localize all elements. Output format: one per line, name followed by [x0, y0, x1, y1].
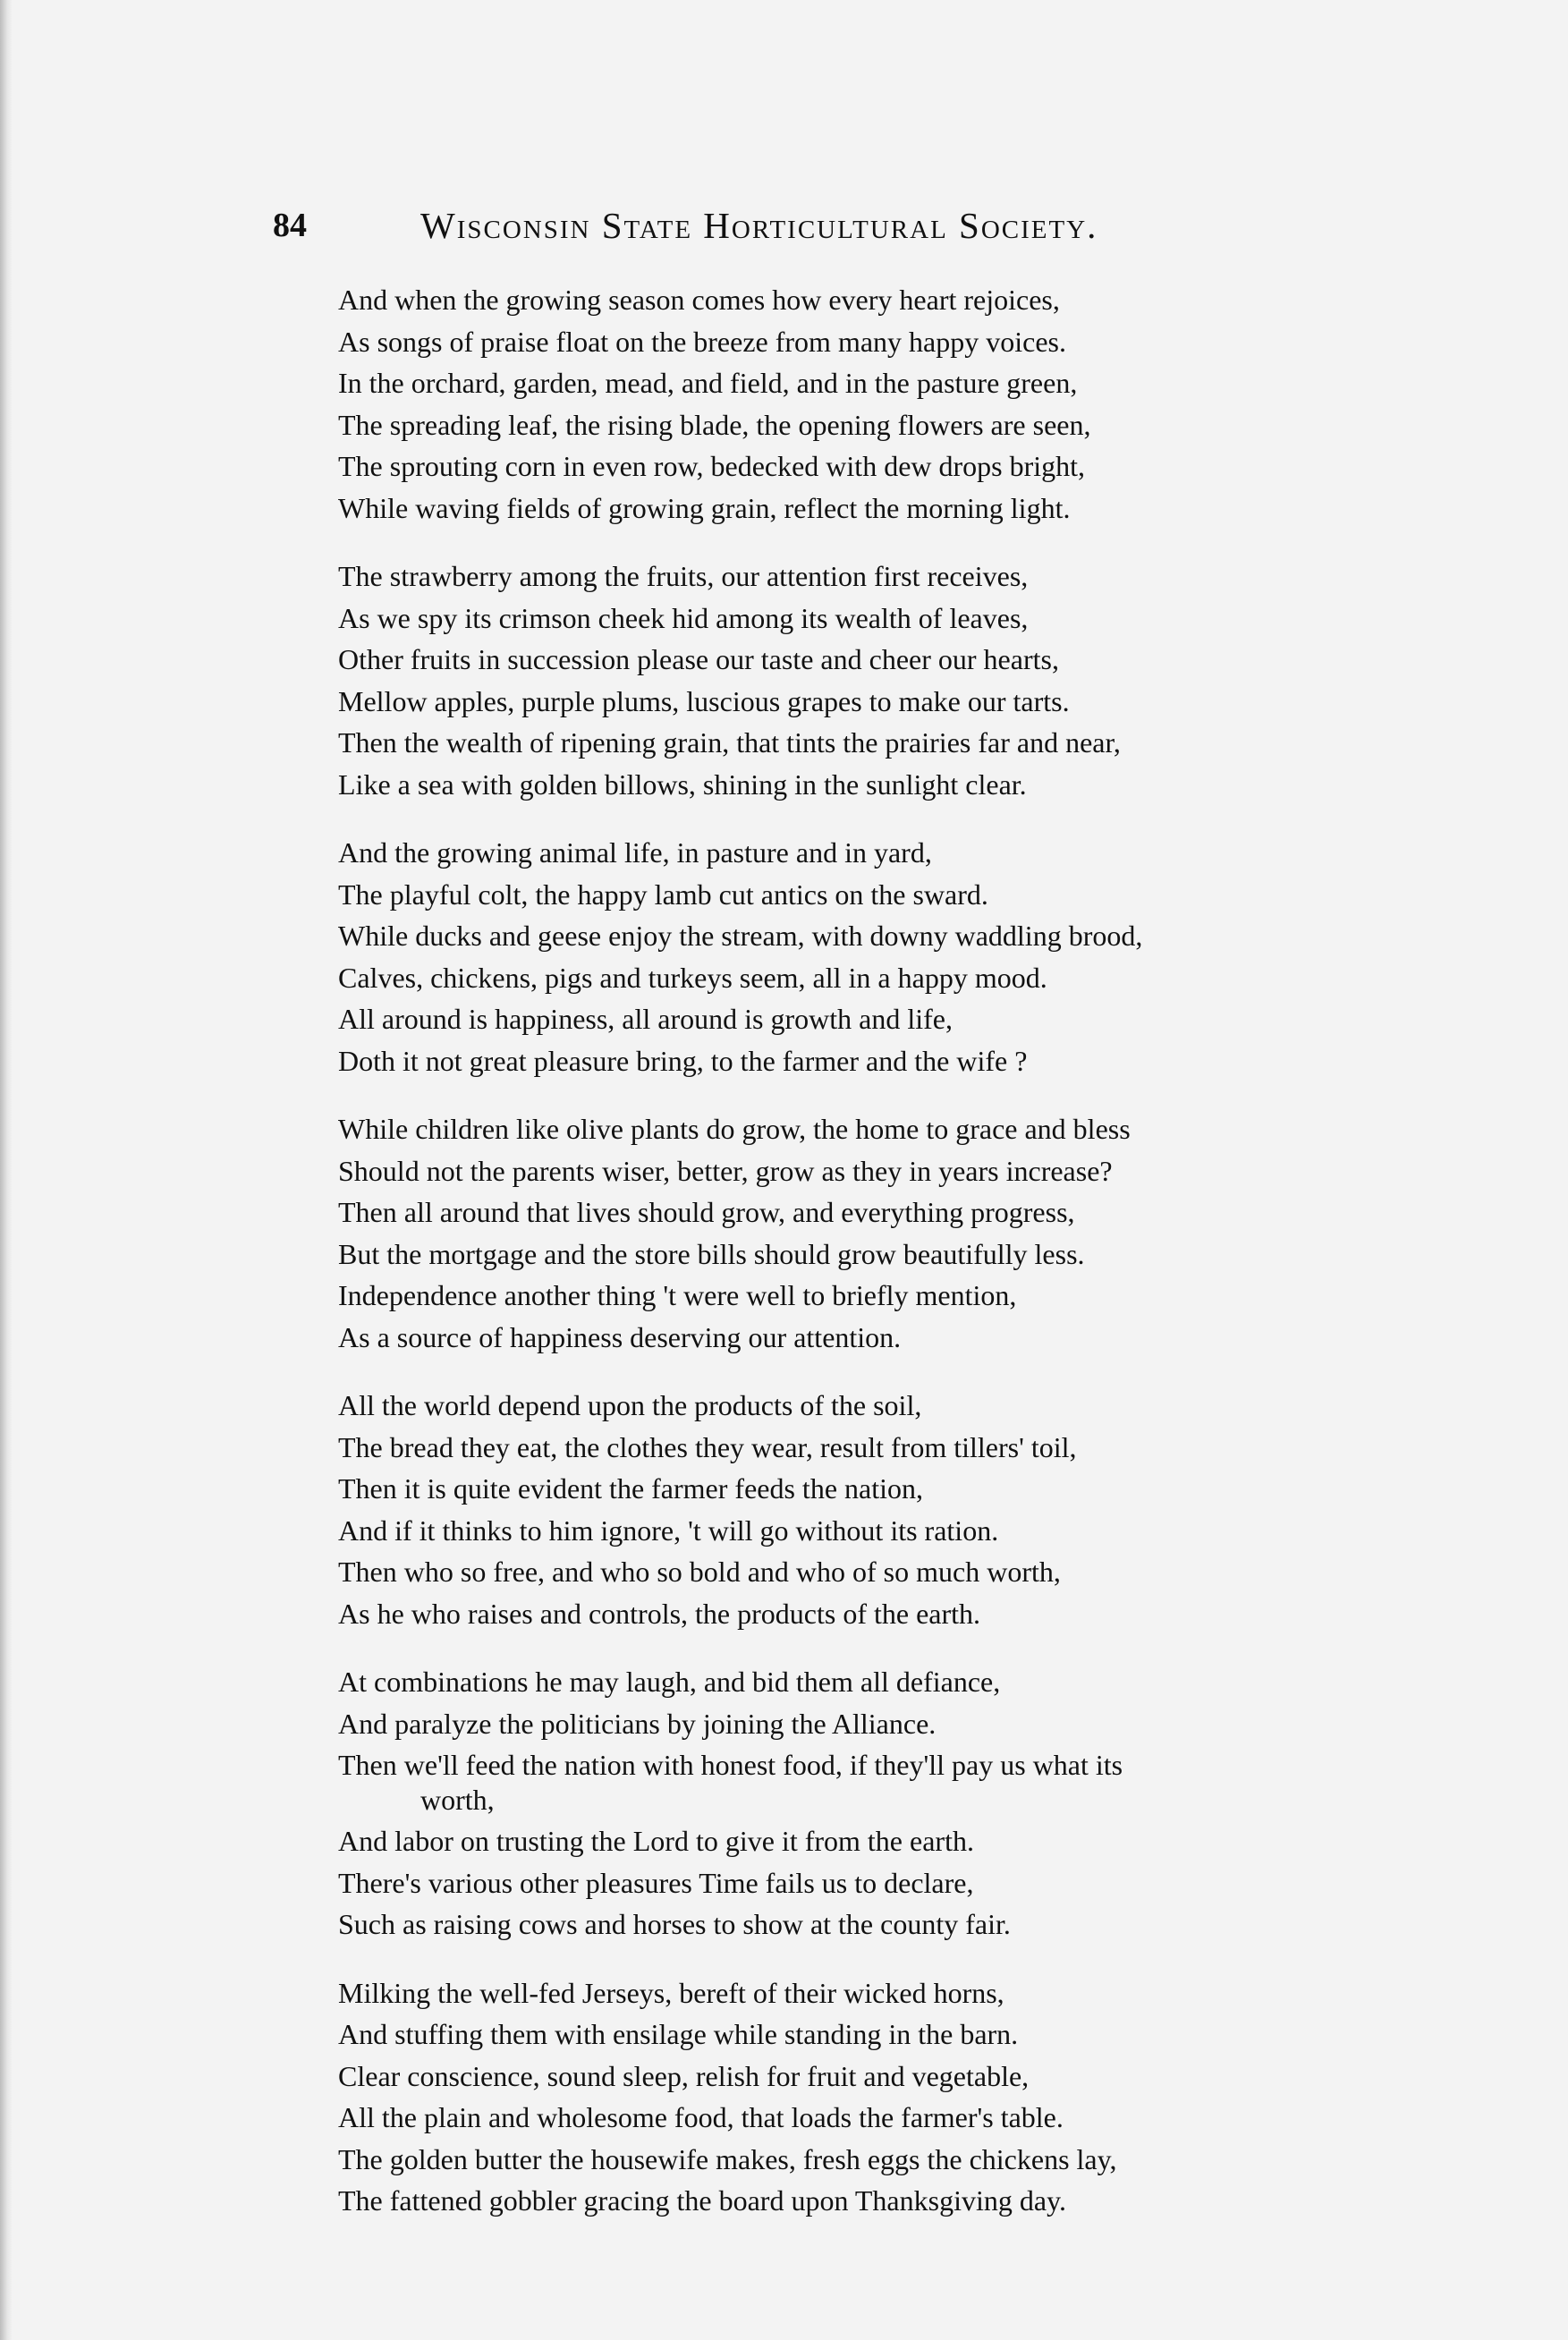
- poem-line: There's various other pleasures Time fails us to declare,: [338, 1866, 974, 1899]
- poem-line: And when the growing season comes how every heart rejoices,: [338, 284, 1060, 316]
- poem-line: All the world depend upon the products of the soil,: [338, 1389, 922, 1421]
- poem-line: Then we'll feed the nation with honest food, if they'll pay us what its: [338, 1749, 1123, 1781]
- poem-line: And stuffing them with ensilage while standing in the barn.: [338, 2018, 1019, 2050]
- poem-line: Clear conscience, sound sleep, relish for fruit and vegetable,: [338, 2059, 1030, 2092]
- poem-line: And if it thinks to him ignore, 't will go without its ration.: [338, 1513, 999, 1547]
- poem-line: While children like olive plants do grow, the home to grace and bless: [338, 1113, 1131, 1145]
- poem-line: But the mortgage and the store bills should grow beautifully less.: [338, 1237, 1085, 1270]
- poem-line: While ducks and geese enjoy the stream, with downy waddling brood,: [338, 920, 1143, 952]
- stanza-7: [338, 1972, 1438, 2222]
- poem-line: Should not the parents wiser, better, grow as they in years increase?: [338, 1154, 1113, 1187]
- poem-line: All around is happiness, all around is growth and life,: [338, 1003, 953, 1035]
- poem-line: Then who so free, and who so bold and who of so much worth,: [338, 1556, 1061, 1588]
- poem-line: The strawberry among the fruits, our attention first receives,: [338, 560, 1029, 592]
- poem-line: And labor on trusting the Lord to give it from the earth.: [338, 1825, 974, 1857]
- poem-line: The sprouting corn in even row, bedecked with dew drops bright,: [338, 450, 1086, 482]
- stanza-1: [338, 279, 1438, 529]
- poem-line: As we spy its crimson cheek hid among its wealth of leaves,: [338, 601, 1029, 634]
- poem-line: Doth it not great pleasure bring, to the farmer and the wife ?: [338, 1044, 1028, 1077]
- poem-line: Milking the well-fed Jerseys, bereft of their wicked horns,: [338, 1976, 1004, 2009]
- poem-line: The bread they eat, the clothes they wear, result from tillers' toil,: [338, 1430, 1077, 1463]
- poem-line: Like a sea with golden billows, shining in the sunlight clear.: [338, 767, 1027, 801]
- poem-line: Then all around that lives should grow, and everything progress,: [338, 1196, 1075, 1228]
- poem-line: In the orchard, garden, mead, and field, and in the pasture green,: [338, 367, 1078, 399]
- poem-line: The playful colt, the happy lamb cut antics on the sward.: [338, 878, 988, 911]
- poem-line-continuation: worth,: [420, 1783, 495, 1816]
- poem-line: The spreading leaf, the rising blade, the opening flowers are seen,: [338, 408, 1091, 441]
- poem-line: Then it is quite evident the farmer feeds the nation,: [338, 1472, 923, 1505]
- page-edge-shadow: [0, 0, 13, 2340]
- stanza-4: [338, 1108, 1438, 1358]
- poem-line: Then the wealth of ripening grain, that tints the prairies far and near,: [338, 726, 1121, 759]
- stanza-2: [338, 555, 1438, 805]
- poem-line: As he who raises and controls, the products of the earth.: [338, 1597, 981, 1630]
- page-number: 84: [273, 207, 307, 244]
- poem-line: Calves, chickens, pigs and turkeys seem, all in a happy mood.: [338, 961, 1047, 994]
- poem-line: The golden butter the housewife makes, fresh eggs the chickens lay,: [338, 2142, 1117, 2175]
- poem-body: [338, 279, 1438, 2249]
- poem-line: At combinations he may laugh, and bid them all defiance,: [338, 1666, 1001, 1698]
- poem-line: All the plain and wholesome food, that loads the farmer's table.: [338, 2101, 1064, 2133]
- stanza-5: [338, 1385, 1438, 1634]
- poem-line: While waving fields of growing grain, reflect the morning light.: [338, 491, 1071, 524]
- stanza-3: [338, 832, 1438, 1081]
- page-header: [273, 199, 1266, 252]
- poem-line: As songs of praise float on the breeze from many happy voices.: [338, 325, 1066, 358]
- poem-line: Independence another thing 't were well to briefly mention,: [338, 1279, 1017, 1311]
- poem-line: The fattened gobbler gracing the board upon Thanksgiving day.: [338, 2184, 1066, 2217]
- poem-line: Other fruits in succession please our taste and cheer our hearts,: [338, 643, 1059, 675]
- poem-line: As a source of happiness deserving our attention.: [338, 1320, 902, 1353]
- poem-line: Mellow apples, purple plums, luscious grapes to make our tarts.: [338, 684, 1070, 717]
- poem-line: And paralyze the politicians by joining the Alliance.: [338, 1707, 937, 1740]
- running-head: Wisconsin State Horticultural Society.: [420, 205, 1098, 246]
- poem-line: And the growing animal life, in pasture and in yard,: [338, 836, 932, 869]
- stanza-6: [338, 1661, 1438, 1946]
- poem-line: Such as raising cows and horses to show at the county fair.: [338, 1908, 1011, 1940]
